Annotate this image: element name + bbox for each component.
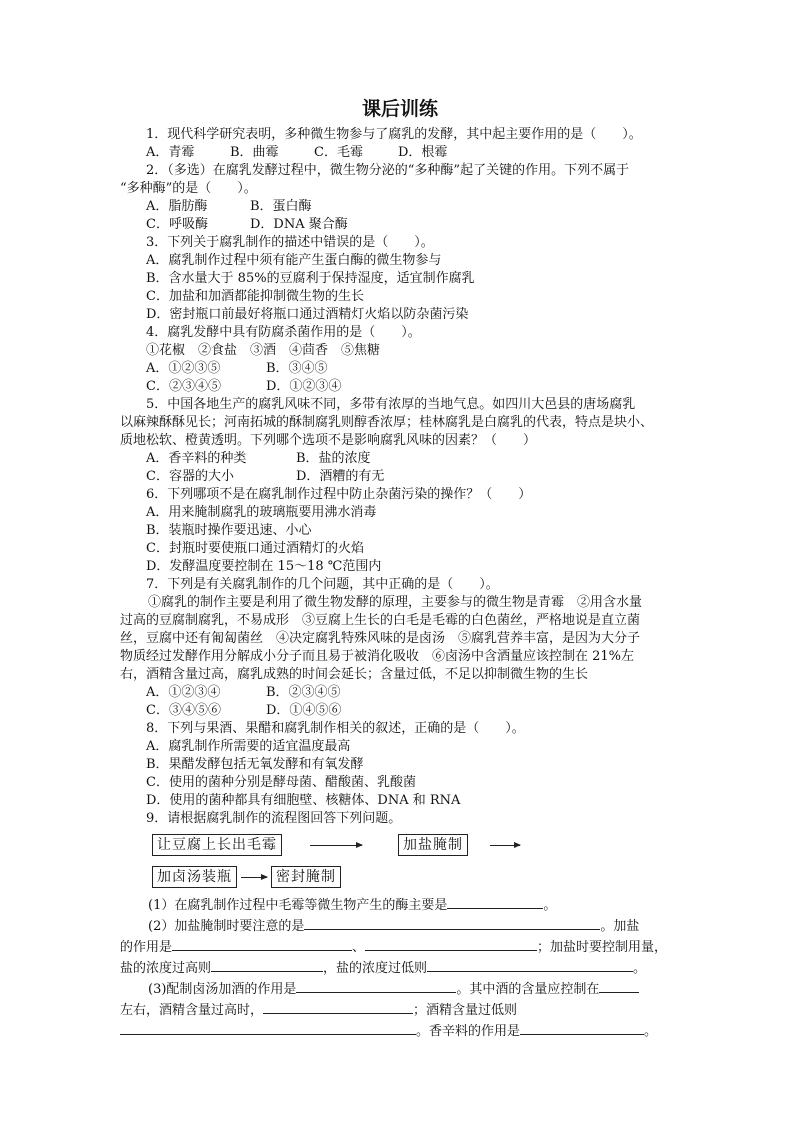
answer-blank[interactable] — [304, 915, 600, 930]
q6-option-b: B．装瓶时操作要迅速、小心 — [146, 523, 312, 538]
q4-option-d: D．①②③④ — [266, 379, 342, 394]
q9-p2c-mid: ，盐的浓度过低则 — [323, 961, 428, 976]
q9-p3c-end: 。 — [644, 1024, 658, 1039]
page-title: 课后训练 — [361, 98, 438, 120]
question-5-cont-2: 质地松软、橙黄透明。下列哪个选项不是影响腐乳风味的因素？（ ） — [120, 433, 537, 448]
q7-body-4: 物质经过发酵作用分解成小分子而且易于被消化吸收 ⑥卤汤中含酒量应该控制在 21%左 — [120, 649, 635, 664]
q9-part-2a — [120, 915, 680, 936]
q3-option-a: A．腐乳制作过程中须有能产生蛋白酶的微生物参与 — [146, 253, 442, 268]
q4-items: ①花椒 ②食盐 ③酒 ④茴香 ⑤焦糖 — [146, 343, 381, 358]
q9-part-2b — [120, 936, 680, 957]
answer-blank[interactable] — [520, 1020, 644, 1035]
q5-option-b: B．盐的浓度 — [296, 451, 371, 466]
q3-option-c: C．加盐和加酒都能抑制微生物的生长 — [146, 289, 364, 304]
q9-part-2c — [120, 957, 680, 978]
question-2: 2．（多选）在腐乳发酵过程中，微生物分泌的“多种酶”起了关键的作用。下列不属于 — [146, 163, 630, 178]
answer-blank[interactable] — [427, 957, 633, 972]
q4-option-b: B．③④⑤ — [266, 361, 328, 376]
worksheet — [120, 96, 680, 1041]
q8-option-b: B．果醋发酵包括无氧发酵和有氧发酵 — [146, 757, 364, 772]
q9-p1-text: (1）在腐乳制作过程中毛霉等微生物产生的酶主要是 — [148, 898, 448, 913]
q4-option-a: A．①②③⑤ — [146, 361, 221, 376]
answer-blank[interactable] — [599, 978, 639, 993]
q2-option-a: A．脂肪酶 — [146, 199, 208, 214]
q9-p2b-sep: 、 — [352, 940, 366, 955]
q9-p2b-end: ；加盐时要控制用量， — [537, 940, 668, 955]
q2-option-b: B．蛋白酶 — [250, 199, 312, 214]
q9-p2a-end: 。加盐 — [600, 919, 640, 934]
arrow-icon — [490, 845, 520, 846]
flowchart-row-1 — [120, 830, 680, 860]
q4-options-cd — [120, 378, 680, 396]
question-2-cont: “多种酶”的是（ ）。 — [120, 181, 257, 196]
q9-p2c-text: 盐的浓度过高则 — [120, 961, 212, 976]
arrow-icon — [310, 845, 362, 846]
q9-p2a-text: (2）加盐腌制时要注意的是 — [148, 919, 305, 934]
answer-blank[interactable] — [172, 936, 352, 951]
q7-body-3: 丝，豆腐中还有匍匐菌丝 ④决定腐乳特殊风味的是卤汤 ⑤腐乳营养丰富，是因为大分子 — [120, 631, 641, 646]
question-9: 9．请根据腐乳制作的流程图回答下列问题。 — [146, 811, 402, 826]
q1-options — [120, 144, 680, 162]
question-5-cont-1: 以麻辣酥酥见长；河南拓城的酥制腐乳则醇香浓厚；桂林腐乳是白腐乳的代表，特点是块小、 — [120, 415, 654, 430]
q9-p2b-text: 的作用是 — [120, 940, 173, 955]
question-3: 3．下列关于腐乳制作的描述中错误的是（ ）。 — [146, 235, 434, 250]
q9-part-1 — [120, 894, 680, 915]
answer-blank[interactable] — [365, 936, 537, 951]
question-8: 8．下列与果酒、果醋和腐乳制作相关的叙述，正确的是（ ）。 — [146, 721, 525, 736]
q9-p3b-mid: ；酒精含量过低则 — [413, 1003, 518, 1018]
question-6: 6．下列哪项不是在腐乳制作过程中防止杂菌污染的操作？（ ） — [146, 487, 532, 502]
q7-body-5: 右，酒精含量过高，腐乳成熟的时间会延长；含量过低，不足以抑制微生物的生长 — [120, 667, 589, 682]
answer-blank[interactable] — [211, 957, 323, 972]
q7-option-b: B．②③④⑤ — [266, 685, 341, 700]
q1-option-c: C．毛霉 — [314, 145, 363, 160]
question-7: 7．下列是有关腐乳制作的几个问题，其中正确的是（ ）。 — [146, 577, 499, 592]
flow-step-3: 加卤汤装瓶 — [152, 866, 237, 888]
q9-part-3a — [120, 978, 680, 999]
q5-option-a: A．香辛料的种类 — [146, 451, 247, 466]
q6-option-c: C．封瓶时要使瓶口通过酒精灯的火焰 — [146, 541, 364, 556]
q4-option-c: C．②③④⑤ — [146, 379, 221, 394]
q7-options-cd — [120, 702, 680, 720]
q5-option-c: C．容器的大小 — [146, 469, 234, 484]
q9-part-3c — [120, 1020, 680, 1041]
question-1: 1．现代科学研究表明，多种微生物参与了腐乳的发酵，其中起主要作用的是（ ）。 — [146, 127, 642, 142]
q6-option-d: D．发酵温度要控制在 15～18 ℃范围内 — [146, 559, 382, 574]
flow-step-4: 密封腌制 — [271, 866, 341, 888]
q1-option-d: D．根霉 — [398, 145, 448, 160]
q9-p1-end: 。 — [543, 898, 557, 913]
q7-option-a: A．①②③④ — [146, 685, 221, 700]
q9-p3c-mid: 。香辛料的作用是 — [416, 1024, 521, 1039]
q9-p2c-end: 。 — [633, 961, 647, 976]
question-5: 5．中国各地生产的腐乳风味不同，多带有浓厚的当地气息。如四川大邑县的唐场腐乳 — [146, 397, 636, 412]
q3-option-d: D．密封瓶口前最好将瓶口通过酒精灯火焰以防杂菌污染 — [146, 307, 469, 322]
flow-step-1: 让豆腐上长出毛霉 — [152, 834, 282, 856]
answer-blank[interactable] — [120, 1020, 416, 1035]
q8-option-a: A．腐乳制作所需要的适宜温度最高 — [146, 739, 351, 754]
q2-options-ab — [120, 198, 680, 216]
q7-option-c: C．③④⑤⑥ — [146, 703, 221, 718]
answer-blank[interactable] — [263, 999, 413, 1014]
q9-p3b-text: 左右，酒精含量过高时， — [120, 1003, 264, 1018]
q8-option-c: C．使用的菌种分别是酵母菌、醋酸菌、乳酸菌 — [146, 775, 416, 790]
q5-option-d: D．酒糟的有无 — [296, 469, 385, 484]
q9-part-3b — [120, 999, 680, 1020]
q5-options-ab — [120, 450, 680, 468]
q2-option-d: D．DNA 聚合酶 — [250, 217, 348, 232]
q8-option-d: D．使用的菌种都具有细胞壁、核糖体、DNA 和 RNA — [146, 793, 461, 808]
answer-blank[interactable] — [447, 894, 543, 909]
q1-option-b: B．曲霉 — [230, 145, 279, 160]
flowchart-row-2 — [120, 862, 680, 892]
q3-option-b: B．含水量大于 85%的豆腐利于保持湿度，适宜制作腐乳 — [146, 271, 475, 286]
question-4: 4．腐乳发酵中具有防腐杀菌作用的是（ ）。 — [146, 325, 421, 340]
flow-step-2: 加盐腌制 — [398, 834, 468, 856]
q2-options-cd — [120, 216, 680, 234]
q4-options-ab — [120, 360, 680, 378]
q6-option-a: A．用来腌制腐乳的玻璃瓶要用沸水消毒 — [146, 505, 377, 520]
q7-options-ab — [120, 684, 680, 702]
answer-blank[interactable] — [296, 978, 456, 993]
q9-p3a-mid: 。其中酒的含量应控制在 — [456, 982, 600, 997]
q2-option-c: C．呼吸酶 — [146, 217, 208, 232]
q7-body-1: ①腐乳的制作主要是利用了微生物发酵的原理，主要参与的微生物是青霉 ②用含水量 — [148, 595, 643, 610]
q5-options-cd — [120, 468, 680, 486]
q1-option-a: A．青霉 — [146, 145, 195, 160]
arrow-icon — [241, 877, 267, 878]
q9-p3a-text: (3)配制卤汤加酒的作用是 — [148, 982, 297, 997]
q7-option-d: D．①④⑤⑥ — [266, 703, 342, 718]
q7-body-2: 过高的豆腐制腐乳，不易成形 ③豆腐上生长的白毛是毛霉的白色菌丝，严格地说是直立菌 — [120, 613, 641, 628]
